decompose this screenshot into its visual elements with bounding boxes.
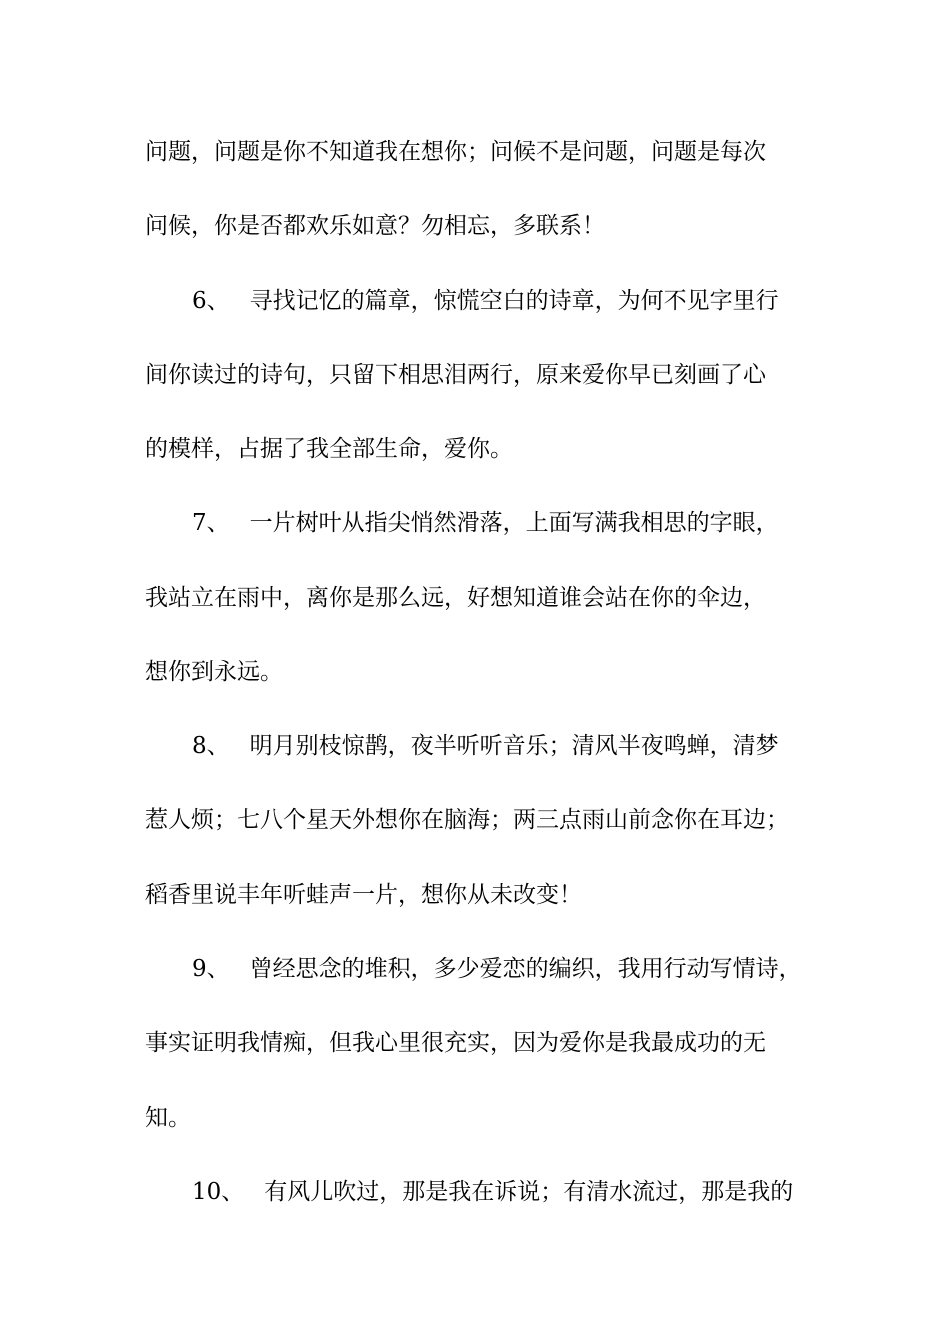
paragraph-line: 间你读过的诗句，只留下相思泪两行，原来爱你早已刻画了心	[145, 362, 766, 388]
item-number: 7、	[192, 510, 230, 536]
item-number: 6、	[192, 288, 230, 314]
paragraph-line	[192, 949, 872, 989]
paragraph-text: 一片树叶从指尖悄然滑落，上面写满我相思的字眼，	[249, 510, 779, 536]
paragraph-line	[192, 726, 872, 766]
paragraph-line: 我站立在雨中，离你是那么远，好想知道谁会站在你的伞边，	[145, 585, 766, 611]
paragraph-line	[192, 281, 872, 321]
paragraph-line: 知。	[145, 1105, 191, 1131]
paragraph-line: 的模样，占据了我全部生命，爱你。	[145, 436, 513, 462]
paragraph-line: 事实证明我情痴，但我心里很充实，因为爱你是我最成功的无	[145, 1030, 766, 1056]
paragraph-line: 稻香里说丰年听蛙声一片，想你从未改变！	[145, 882, 582, 908]
paragraph-text: 曾经思念的堆积，多少爱恋的编织，我用行动写情诗，	[249, 956, 802, 982]
paragraph-text: 有风儿吹过，那是我在诉说；有清水流过，那是我的	[264, 1179, 794, 1205]
item-number: 9、	[192, 956, 230, 982]
paragraph-line	[192, 1172, 872, 1212]
item-number: 8、	[192, 733, 230, 759]
paragraph-text: 明月别枝惊鹊，夜半听听音乐；清风半夜鸣蝉，清梦	[249, 733, 779, 759]
item-number: 10、	[192, 1179, 245, 1205]
paragraph-text: 寻找记忆的篇章，惊慌空白的诗章，为何不见字里行	[249, 288, 779, 314]
paragraph-line: 想你到永远。	[145, 659, 283, 685]
paragraph-line: 问候，你是否都欢乐如意？勿相忘，多联系！	[145, 213, 605, 239]
paragraph-line	[192, 503, 872, 543]
paragraph-line: 问题，问题是你不知道我在想你；问候不是问题，问题是每次	[145, 139, 766, 165]
paragraph-line: 惹人烦；七八个星天外想你在脑海；两三点雨山前念你在耳边；	[145, 807, 789, 833]
